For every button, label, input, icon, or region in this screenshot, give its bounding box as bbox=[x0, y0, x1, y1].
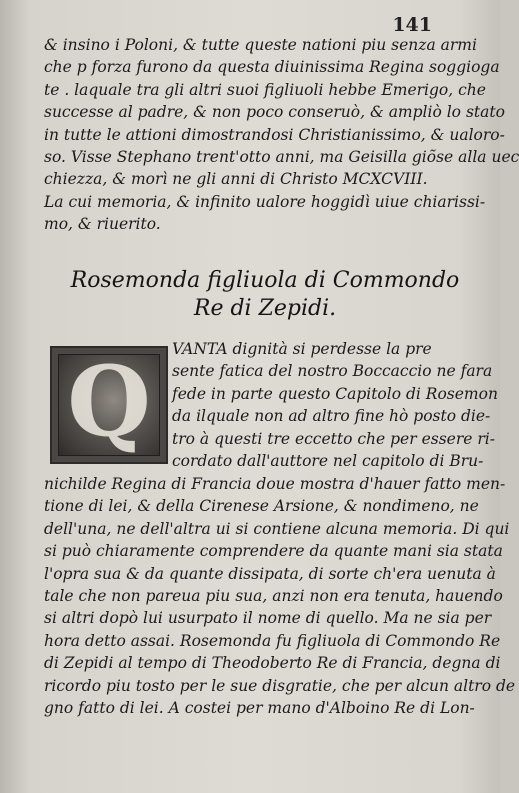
text-line: in tutte le attioni dimostrandosi Christianissimo, & ualoro- bbox=[44, 125, 505, 144]
text-line: si può chiaramente comprendere da quante mani sia stata bbox=[44, 542, 503, 561]
paragraph-rosemonda-body bbox=[44, 473, 516, 719]
text-line: tione di lei, & della Cirenese Arsione, & nondimeno, ne bbox=[44, 497, 479, 516]
text-line: nichilde Regina di Francia doue mostra d'hauer fatto men- bbox=[44, 475, 506, 493]
text-line: La cui memoria, & infinito ualore hoggidì uiue chiarissi- bbox=[44, 192, 486, 211]
text-line: so. Visse Stephano trent'otto anni, ma Geisilla giõse alla uec bbox=[44, 147, 519, 166]
decorated-initial-q bbox=[50, 346, 168, 464]
text-line: fede in parte questo Capitolo di Rosemon bbox=[172, 384, 498, 403]
paragraph-stephano bbox=[44, 34, 519, 236]
text-line: l'opra sua & da quante dissipata, di sorte ch'era uenuta à bbox=[44, 564, 496, 583]
heading-line-1: Rosemonda figliuola di Commondo bbox=[70, 268, 460, 293]
chapter-heading bbox=[60, 267, 470, 323]
text-line: gno fatto di lei. A costei per mano d'Alboino Re di Lon- bbox=[44, 698, 475, 717]
text-line: di Zepidi al tempo di Theodoberto Re di Francia, degna di bbox=[44, 654, 501, 673]
text-line: te . laquale tra gli altri suoi figliuoli hebbe Emerigo, che bbox=[44, 80, 486, 99]
text-line: chiezza, & morì ne gli anni di Christo MCXCVIII. bbox=[44, 170, 428, 189]
text-line: mo, & riuerito. bbox=[44, 215, 161, 234]
text-line: tro à questi tre eccetto che per essere ri- bbox=[172, 429, 495, 448]
text-line: hora detto assai. Rosemonda fu figliuola di Commondo Re bbox=[44, 631, 501, 650]
text-line: dell'una, ne dell'altra ui si contiene alcuna memoria. Di qui bbox=[44, 519, 510, 538]
heading-line-2: Re di Zepidi. bbox=[193, 296, 337, 321]
drop-cap-letter: Q bbox=[67, 345, 151, 458]
text-line: VANTA dignità si perdesse la pre bbox=[172, 340, 432, 358]
text-line: che p forza furono da questa diuinissima Regina soggioga bbox=[44, 58, 500, 77]
text-line: si altri dopò lui usurpato il nome di quello. Ma ne sia per bbox=[44, 609, 492, 628]
page-number: 141 bbox=[392, 14, 432, 36]
text-line: successe al padre, & non poco conseruò, & ampliò lo stato bbox=[44, 103, 505, 122]
text-line: sente fatica del nostro Boccaccio ne fara bbox=[172, 362, 493, 381]
text-line: da ilquale non ad altro fine hò posto die- bbox=[172, 407, 491, 426]
text-line: & insino i Poloni, & tutte queste nationi piu senza armi bbox=[44, 36, 477, 54]
text-line: ricordo piu tosto per le sue disgratie, che per alcun altro de bbox=[44, 676, 516, 695]
text-line: cordato dall'auttore nel capitolo di Bru- bbox=[172, 451, 484, 470]
paragraph-rosemonda-opening bbox=[172, 338, 498, 472]
text-line: tale che non pareua piu sua, anzi non era tenuta, hauendo bbox=[44, 586, 503, 605]
